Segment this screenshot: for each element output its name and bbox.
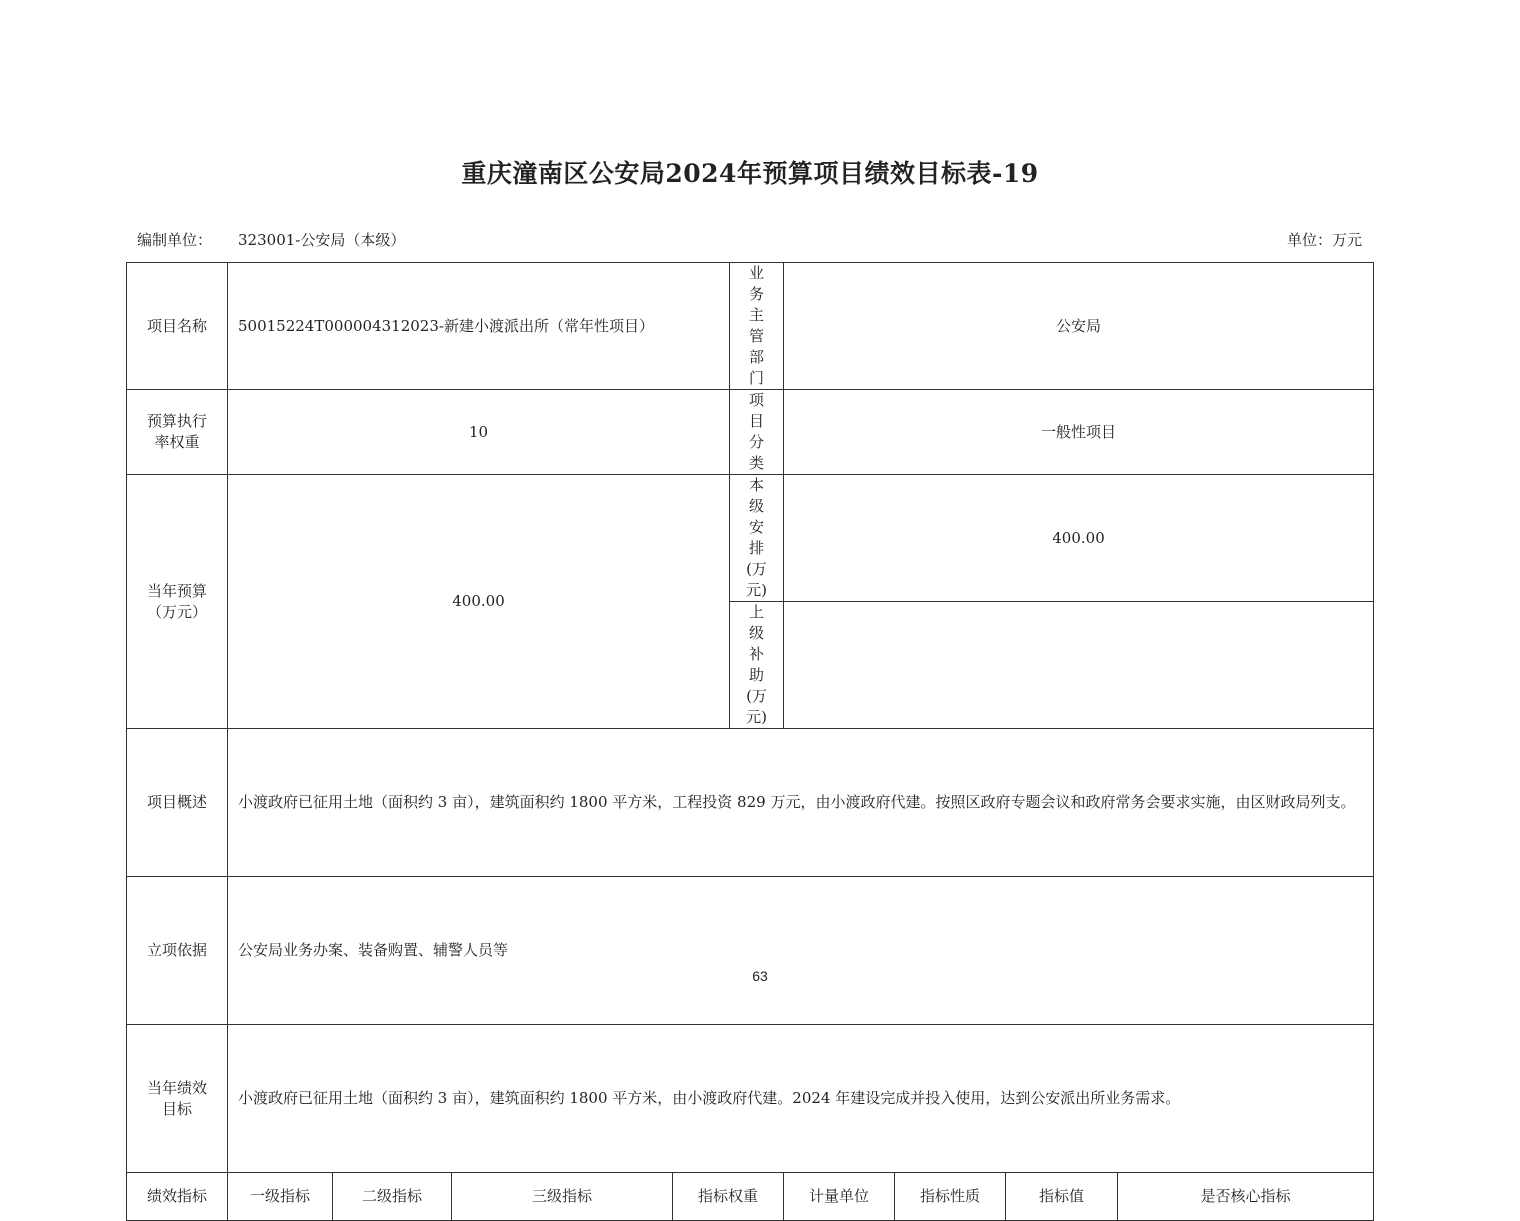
compile-unit-label: 编制单位： [137,231,213,249]
basis-row [127,877,1374,1025]
indicator-header: 是否核心指标 [1118,1173,1374,1221]
performance-table [126,262,1374,1221]
upper-funding-label: 上级补助(万元) [730,602,784,729]
local-funding-value: 400.00 [784,475,1374,602]
weight-label: 预算执行率权重 [127,390,228,475]
indicator-header: 指标值 [1006,1173,1118,1221]
basis-value: 公安局业务办案、装备购置、辅警人员等 [228,877,1374,1025]
currency-unit: 单位：万元 [1286,231,1362,249]
category-label: 项目分类 [730,390,784,475]
indicator-header: 计量单位 [784,1173,895,1221]
project-name-value: 50015224T000004312023-新建小渡派出所（常年性项目） [228,263,730,390]
indicator-row-label: 绩效指标 [127,1173,228,1221]
indicator-header: 一级指标 [228,1173,333,1221]
goal-value: 小渡政府已征用土地（面积约 3 亩），建筑面积约 1800 平方米，由小渡政府代建。2024 年建设完成并投入使用，达到公安派出所业务需求。 [228,1025,1374,1173]
goal-row [127,1025,1374,1173]
overview-label: 项目概述 [127,729,228,877]
page-number: 63 [752,968,768,984]
budget-label: 当年预算（万元） [127,475,228,729]
page-title: 重庆潼南区公安局2024年预算项目绩效目标表-19 [461,159,1039,188]
budget-row [127,475,1374,602]
budget-value: 400.00 [228,475,730,729]
indicator-header: 三级指标 [452,1173,673,1221]
dept-value: 公安局 [784,263,1374,390]
compile-unit-value: 323001-公安局（本级） [238,231,406,249]
weight-value: 10 [228,390,730,475]
category-value: 一般性项目 [784,390,1374,475]
indicator-header: 指标性质 [895,1173,1006,1221]
project-name-label: 项目名称 [127,263,228,390]
indicator-header: 二级指标 [333,1173,452,1221]
dept-label: 业务主管部门 [730,263,784,390]
basis-label: 立项依据 [127,877,228,1025]
indicator-header-row [127,1173,1374,1221]
goal-label: 当年绩效目标 [127,1025,228,1173]
overview-value: 小渡政府已征用土地（面积约 3 亩），建筑面积约 1800 平方米，工程投资 829 万元，由小渡政府代建。按照区政府专题会议和政府常务会要求实施，由区财政局列支。 [228,729,1374,877]
compile-unit [137,229,405,250]
indicator-header: 指标权重 [673,1173,784,1221]
project-name-row [127,263,1374,390]
weight-row [127,390,1374,475]
local-funding-label: 本级安排(万元) [730,475,784,602]
overview-row [127,729,1374,877]
upper-funding-value [784,602,1374,729]
